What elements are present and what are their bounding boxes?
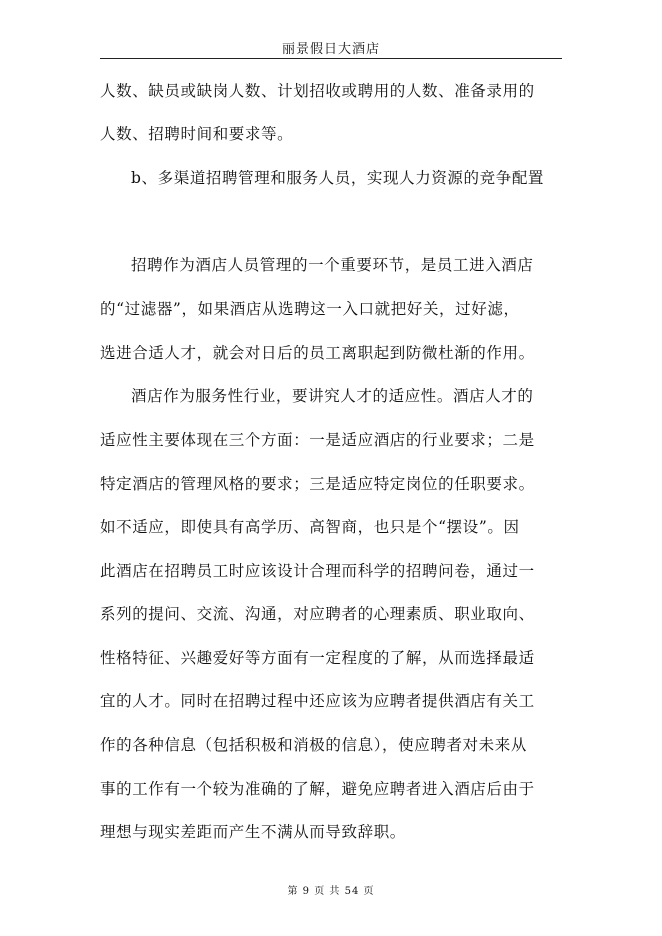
body-line: 特定酒店的管理风格的要求；三是适应特定岗位的任职要求。: [100, 475, 535, 493]
body-line: 事的工作有一个较为准确的了解，避免应聘者进入酒店后由于: [100, 780, 535, 798]
page-number-footer: 第 9 页 共 54 页: [287, 886, 375, 897]
section-heading: b、多渠道招聘管理和服务人员，实现人力资源的竞争配置: [131, 169, 545, 187]
body-line: 性格特征、兴趣爱好等方面有一定程度的了解，从而选择最适: [100, 649, 535, 667]
body-line: 此酒店在招聘员工时应该设计合理而科学的招聘问卷，通过一: [100, 562, 535, 580]
body-line: 的“过滤器”，如果酒店从选聘这一入口就把好关，过好滤，: [100, 300, 520, 318]
paragraph-first-line: 招聘作为酒店人员管理的一个重要环节，是员工进入酒店: [131, 256, 534, 274]
body-line: 作的各种信息（包括积极和消极的信息），使应聘者对未来从: [100, 736, 527, 754]
body-line: 选进合适人才，就会对日后的员工离职起到防微杜渐的作用。: [100, 344, 535, 362]
body-line: 适应性主要体现在三个方面：一是适应酒店的行业要求；二是: [100, 431, 535, 449]
body-line: 人数、缺员或缺岗人数、计划招收或聘用的人数、准备录用的: [100, 82, 535, 100]
header-divider: [100, 58, 562, 59]
body-line: 系列的提问、交流、沟通，对应聘者的心理素质、职业取向、: [100, 605, 535, 623]
body-line: 人数、招聘时间和要求等。: [100, 125, 294, 143]
body-line: 宜的人才。同时在招聘过程中还应该为应聘者提供酒店有关工: [100, 692, 535, 710]
page-header-title: 丽景假日大酒店: [281, 42, 380, 57]
paragraph-first-line: 酒店作为服务性行业，要讲究人才的适应性。酒店人才的: [131, 387, 534, 405]
body-line: 如不适应，即使具有高学历、高智商，也只是个“摆设”。因: [100, 518, 520, 536]
body-line: 理想与现实差距而产生不满从而导致辞职。: [100, 823, 406, 841]
